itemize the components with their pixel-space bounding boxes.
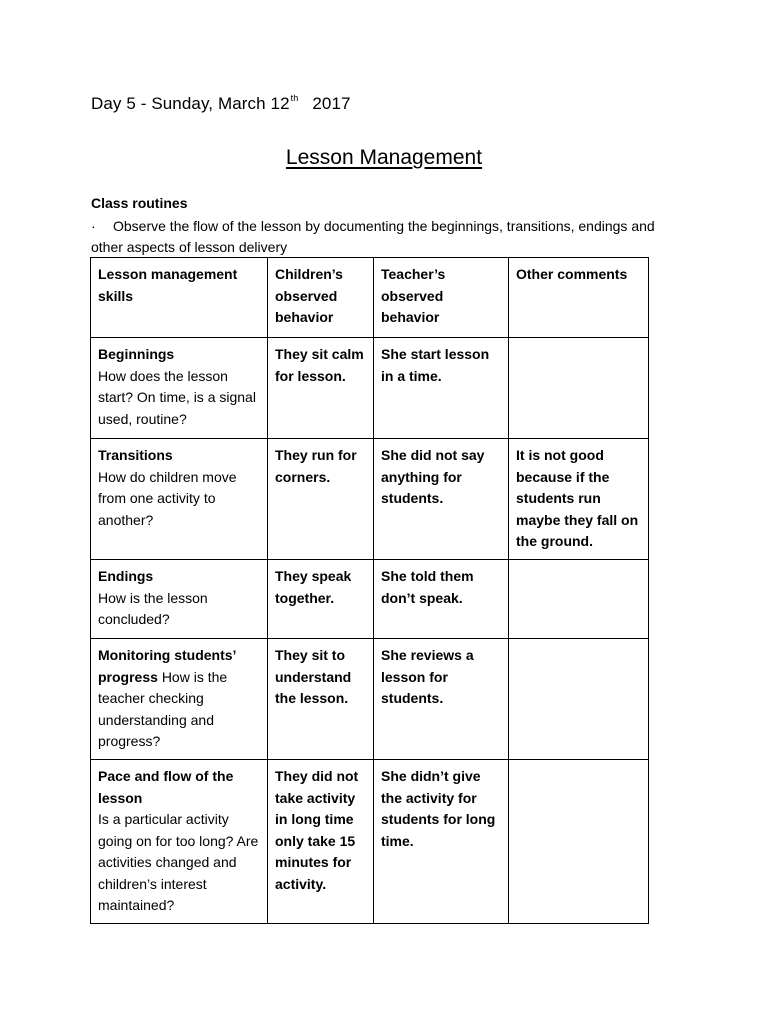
comments-cell <box>509 760 649 924</box>
children-behavior-cell: They sit to understand the lesson. <box>268 639 374 760</box>
skill-cell <box>91 338 268 439</box>
children-behavior-cell: They did not take activity in long time only take 15 minutes for activity. <box>268 760 374 924</box>
lesson-management-table <box>90 257 649 924</box>
date-line <box>91 93 351 114</box>
page-title: Lesson Management <box>285 146 483 169</box>
header-cell-teacher: Teacher’s observed behavior <box>374 258 509 338</box>
teacher-behavior-cell: She start lesson in a time. <box>374 338 509 439</box>
table-row <box>91 560 649 639</box>
skill-cell <box>91 760 268 924</box>
children-behavior-cell: They speak together. <box>268 560 374 639</box>
skill-description: How is the teacher checking understanding and progress? <box>98 668 228 749</box>
skill-name: Transitions <box>98 447 173 463</box>
skill-cell <box>91 439 268 560</box>
skill-name: Endings <box>98 568 154 584</box>
date-text: Day 5 - Sunday, March 12 <box>91 94 290 113</box>
teacher-behavior-cell: She didn’t give the activity for students for long time. <box>374 760 509 924</box>
table-row <box>91 338 649 439</box>
table-header-row <box>91 258 649 338</box>
skill-name: Monitoring students’ progress <box>98 647 236 685</box>
skill-name: Beginnings <box>98 346 175 362</box>
instruction-text: Observe the flow of the lesson by documenting the beginnings, transitions, endings and other aspects of lesson delivery <box>91 218 655 255</box>
teacher-behavior-cell: She reviews a lesson for students. <box>374 639 509 760</box>
instruction-paragraph <box>91 216 681 258</box>
children-behavior-cell: They run for corners. <box>268 439 374 560</box>
table-row <box>91 760 649 924</box>
skill-description: How do children move from one activity to another? <box>98 468 237 528</box>
skill-cell <box>91 560 268 639</box>
children-behavior-cell: They sit calm for lesson. <box>268 338 374 439</box>
date-year: 2017 <box>312 94 351 113</box>
section-heading: Class routines <box>91 195 188 211</box>
comments-cell: It is not good because if the students run maybe they fall on the ground. <box>509 439 649 560</box>
bullet-glyph: · <box>91 218 96 234</box>
table-row <box>91 639 649 760</box>
comments-cell <box>509 338 649 439</box>
skill-name: Pace and flow of the lesson <box>98 768 234 806</box>
header-cell-comments: Other comments <box>509 258 649 338</box>
table-row <box>91 439 649 560</box>
skill-description: How does the lesson start? On time, is a signal used, routine? <box>98 367 256 427</box>
comments-cell <box>509 639 649 760</box>
date-ordinal-suffix: th <box>290 93 299 103</box>
skill-description: Is a particular activity going on for too long? Are activities changed and children’s interest maintained? <box>98 811 259 913</box>
skill-description: How is the lesson concluded? <box>98 589 208 627</box>
comments-cell <box>509 560 649 639</box>
skill-cell <box>91 639 268 760</box>
header-cell-children: Children’s observed behavior <box>268 258 374 338</box>
teacher-behavior-cell: She did not say anything for students. <box>374 439 509 560</box>
header-cell-skills: Lesson management skills <box>91 258 268 338</box>
teacher-behavior-cell: She told them don’t speak. <box>374 560 509 639</box>
